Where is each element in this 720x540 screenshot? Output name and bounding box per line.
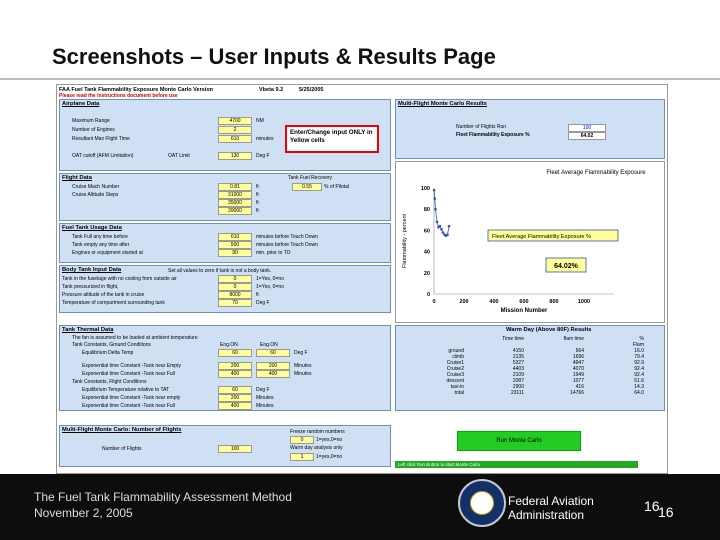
fleet-exposure-label: Fleet Flammability Exposure % xyxy=(456,132,530,138)
flight-eq-unit: Deg F xyxy=(256,387,270,393)
fuel-recovery-label: Tank Fuel Recovery xyxy=(288,175,333,181)
pct-cell: 92.9 xyxy=(634,360,644,366)
body-tank-title: Body Tank Input Data xyxy=(62,267,122,273)
y-tick-label: 80 xyxy=(423,207,430,214)
flight-panel xyxy=(59,173,391,221)
body-row-2-label: Pressure altitude of the tank in cruise xyxy=(62,292,145,298)
oat-unit: Deg F xyxy=(256,153,270,159)
engines-start-unit: min. prior to TO xyxy=(256,250,291,256)
fuel-recovery-unit: % of Pilotal xyxy=(324,184,350,190)
eq-delta-input-1[interactable]: 60 xyxy=(218,349,252,357)
series-point xyxy=(446,233,449,236)
series-point xyxy=(433,189,436,192)
flight-time-label: Resultant Max Flight Time xyxy=(72,136,130,142)
flight-eq-label: Equilibrium Temperature relative to TAT xyxy=(82,387,170,393)
phase-cell: taxi-in xyxy=(450,384,464,390)
time-cell: 2900 xyxy=(512,384,524,390)
ground-full-input-1[interactable]: 400 xyxy=(218,370,252,378)
pct-cell: 79.4 xyxy=(634,354,644,360)
pct-cell: 16.0 xyxy=(634,348,644,354)
legend-label: Fleet Average Flammability Exposure % xyxy=(492,234,592,240)
multiflight-panel xyxy=(59,425,391,467)
flam-cell: 664 xyxy=(575,348,584,354)
tank-full-unit: minutes before Touch Down xyxy=(256,234,318,240)
fuel-recovery-input[interactable]: 0.55 xyxy=(292,183,322,191)
body-row-0-input[interactable]: 0 xyxy=(218,275,252,283)
x-tick-label: 400 xyxy=(489,299,499,305)
ground-empty-unit: Minutes xyxy=(294,363,312,369)
altitude-label: Cruise Altitude Steps xyxy=(72,192,119,198)
thermal-panel xyxy=(59,325,391,411)
time-cell: 23111 xyxy=(510,390,524,396)
max-range-unit: NM xyxy=(256,118,264,124)
flight-empty-unit: Minutes xyxy=(256,395,274,401)
oat-label: OAT cutoff (AFM Limitation) xyxy=(72,153,134,159)
multiflight-title: Multi-Flight Monte Carlo: Number of Flights xyxy=(62,427,182,433)
flights-run-label: Number of Flights Run xyxy=(456,124,507,130)
org-line-2: Administration xyxy=(508,508,585,522)
tank-usage-panel xyxy=(59,223,391,263)
ground-full-unit: Minutes xyxy=(294,371,312,377)
ground-full-input-2[interactable]: 400 xyxy=(256,370,290,378)
engines-start-input[interactable]: 90 xyxy=(218,249,252,257)
ground-constants-label: Tank Constants, Ground Conditions xyxy=(72,342,151,348)
phase-cell: total xyxy=(454,390,464,396)
series-point xyxy=(436,221,439,224)
body-row-1-unit: 1=Yes, 0=no xyxy=(256,284,284,290)
warm-label: Warm day analysis only xyxy=(290,445,343,451)
footer-text xyxy=(34,489,292,521)
warm-day-title: Warm Day (Above 80F) Results xyxy=(506,327,592,333)
engines-input[interactable]: 2 xyxy=(218,126,252,134)
warm-day-panel xyxy=(395,325,665,411)
series-point xyxy=(439,225,442,228)
sheet-header: FAA Fuel Tank Flammability Exposure Monte Carlo Version Vbeta 9.2 5/25/2005 xyxy=(59,87,324,93)
org-name xyxy=(508,494,594,522)
freeze-input[interactable]: 0 xyxy=(290,436,314,444)
y-axis-label: Flammability - percent xyxy=(402,213,408,269)
footer-line-1: The Fuel Tank Flammability Assessment Method xyxy=(34,490,292,504)
flam-cell: 1077 xyxy=(572,378,584,384)
flights-input[interactable]: 100 xyxy=(218,445,252,453)
eq-delta-input-2[interactable]: 60 xyxy=(256,349,290,357)
tank-full-input[interactable]: 610 xyxy=(218,233,252,241)
body-row-2-unit: ft xyxy=(256,292,259,298)
altitude-unit-1: ft xyxy=(256,192,259,198)
flight-full-input[interactable]: 400 xyxy=(218,402,252,410)
altitude-input-2[interactable]: 35000 xyxy=(218,199,252,207)
sheet-date: 5/25/2005 xyxy=(299,87,324,93)
page-number: 16 xyxy=(644,498,660,514)
altitude-input-1[interactable]: 31000 xyxy=(218,191,252,199)
table-row xyxy=(406,390,646,396)
sheet-version: Vbeta 9.2 xyxy=(259,87,284,93)
flight-title: Flight Data xyxy=(62,175,92,181)
flammability-chart xyxy=(396,162,664,322)
x-tick-label: 800 xyxy=(549,299,559,305)
max-range-input[interactable]: 4700 xyxy=(218,117,252,125)
faa-seal-icon xyxy=(458,479,506,527)
chart-panel xyxy=(395,161,665,323)
pct-cell: 64.0 xyxy=(634,390,644,396)
series-point xyxy=(433,197,436,200)
phase-cell: climb xyxy=(452,354,464,360)
body-row-0-unit: 1=Yes, 0=no xyxy=(256,276,284,282)
y-tick-label: 100 xyxy=(420,186,430,192)
flight-empty-label: Exponential time Constant -Tank near empty xyxy=(82,395,181,401)
engines-label: Number of Engines xyxy=(72,127,115,133)
series-point xyxy=(434,208,437,211)
warm-input[interactable]: 1 xyxy=(290,453,314,461)
flights-label: Number of Flights xyxy=(102,446,142,452)
series-point xyxy=(448,225,451,228)
col-eng-on-1: Eng.ON xyxy=(220,342,238,348)
y-tick-label: 0 xyxy=(426,292,430,298)
airplane-title: Airplane Data xyxy=(62,101,100,107)
tank-empty-label: Tank empty any time after xyxy=(72,242,130,248)
time-cell: 4150 xyxy=(512,348,524,354)
page-number-shadow: 16 xyxy=(658,504,674,520)
ground-full-label: Exponential time Constant -Tank near Full xyxy=(82,371,175,377)
altitude-unit-3: ft xyxy=(256,208,259,214)
col-pct: % xyxy=(639,336,644,342)
series-point xyxy=(442,231,445,234)
y-tick-label: 40 xyxy=(423,249,430,256)
x-tick-label: 600 xyxy=(519,299,529,305)
footer-line-2: November 2, 2005 xyxy=(34,506,133,520)
flight-constants-label: Tank Constants, Flight Conditions xyxy=(72,379,147,385)
oat-input[interactable]: 130 xyxy=(218,152,252,160)
yellow-cells-note: Enter/Change input ONLY in Yellow cells xyxy=(285,125,379,153)
col-subheader: Flam xyxy=(632,342,644,348)
run-monte-carlo-button[interactable]: Run Monte Carlo xyxy=(457,431,581,451)
flam-cell: 416 xyxy=(575,384,584,390)
phase-cell: Cruise2 xyxy=(446,366,464,372)
sheet-instruction: Please read the instructions document before use xyxy=(59,93,178,99)
results-panel xyxy=(395,99,665,159)
eq-delta-unit: Deg F xyxy=(294,350,308,356)
title-rule xyxy=(0,78,720,80)
warm-day-table xyxy=(406,336,646,396)
engines-start-label: Engines or equipment started at xyxy=(72,250,143,256)
spreadsheet-screenshot xyxy=(56,84,668,474)
thermal-intro: The fan is assumed to be loaded at ambient temperature xyxy=(72,335,198,341)
y-tick-label: 60 xyxy=(423,228,430,235)
ground-empty-input-2[interactable]: 200 xyxy=(256,362,290,370)
max-range-label: Maximum Range xyxy=(72,118,110,124)
mach-input[interactable]: 0.81 xyxy=(218,183,252,191)
slide-footer xyxy=(0,474,720,540)
x-tick-label: 200 xyxy=(459,299,469,305)
flam-cell: 1949 xyxy=(572,372,584,378)
body-row-3-unit: Deg F xyxy=(256,300,270,306)
flight-full-label: Exponential time Constant -Tank near Full xyxy=(82,403,175,409)
freeze-label: Freeze random numbers xyxy=(290,429,345,435)
body-tank-panel xyxy=(59,265,391,313)
mach-label: Cruise Mach Number xyxy=(72,184,120,190)
col-eng-on-2: Eng.ON xyxy=(260,342,278,348)
flight-time-input[interactable]: 610 xyxy=(218,135,252,143)
thermal-title: Tank Thermal Data xyxy=(62,327,114,333)
ground-empty-label: Exponential time Constant -Tank near Empty xyxy=(82,363,181,369)
col-time: Time time xyxy=(502,336,524,342)
phase-cell: Cruise1 xyxy=(446,360,464,366)
tank-empty-input[interactable]: 500 xyxy=(218,241,252,249)
flight-eq-input[interactable]: 60 xyxy=(218,386,252,394)
eq-delta-label: Equilibrium Delta Temp xyxy=(82,350,134,356)
ground-empty-input-1[interactable]: 200 xyxy=(218,362,252,370)
col-flam: flam time xyxy=(563,336,584,342)
time-cell: 5327 xyxy=(512,360,524,366)
run-instruction-bar: Left click Run Button to start Monte Carlo xyxy=(395,461,638,468)
pct-cell: 92.4 xyxy=(634,372,644,378)
x-tick-label: 0 xyxy=(432,299,436,305)
body-row-2-input[interactable]: 8000 xyxy=(218,291,252,299)
fleet-exposure-value: 64.02 xyxy=(568,132,606,140)
tank-full-label: Tank Full any time before xyxy=(72,234,128,240)
body-tank-note: Set all values to zero if tank is not a body tank. xyxy=(168,268,272,274)
pct-cell: 92.4 xyxy=(634,366,644,372)
chart-title: Fleet Average Flammability Exposure xyxy=(546,170,646,176)
flight-full-unit: Minutes xyxy=(256,403,274,409)
body-row-3-input[interactable]: 70 xyxy=(218,299,252,307)
annotation-label: 64.02% xyxy=(554,263,578,270)
time-cell: 2087 xyxy=(512,378,524,384)
tank-empty-unit: minutes before Touch Down xyxy=(256,242,318,248)
altitude-input-3[interactable]: 39000 xyxy=(218,207,252,215)
altitude-unit-2: ft xyxy=(256,200,259,206)
x-tick-label: 1000 xyxy=(577,299,591,305)
phase-cell: Cruise3 xyxy=(446,372,464,378)
time-cell: 2135 xyxy=(512,354,524,360)
phase-cell: descent xyxy=(446,378,464,384)
flam-cell: 1696 xyxy=(572,354,584,360)
flam-cell: 14766 xyxy=(570,390,584,396)
oat-limit-label: OAT Limit xyxy=(168,153,190,159)
freeze-unit: 1=yes,0=no xyxy=(316,437,343,443)
flight-time-unit: minutes xyxy=(256,136,274,142)
warm-unit: 1=yes,0=no xyxy=(316,454,343,460)
flam-cell: 4070 xyxy=(572,366,584,372)
flights-run-value: 100 xyxy=(568,124,606,132)
series-point xyxy=(440,228,443,231)
y-tick-label: 20 xyxy=(423,270,430,277)
flight-empty-input[interactable]: 200 xyxy=(218,394,252,402)
slide-title: Screenshots – User Inputs & Results Page xyxy=(52,44,496,69)
x-axis-label: Mission Number xyxy=(500,308,548,314)
body-row-1-input[interactable]: 0 xyxy=(218,283,252,291)
body-row-0-label: Tank in the fuselage with no cooling from outside air xyxy=(62,276,177,282)
org-line-1: Federal Aviation xyxy=(508,494,594,508)
time-cell: 2109 xyxy=(512,372,524,378)
body-row-3-label: Temperature of compartment surrounding tank xyxy=(62,300,165,306)
mach-unit: ft xyxy=(256,184,259,190)
pct-cell: 51.6 xyxy=(634,378,644,384)
body-row-1-label: Tank pressurized in flight, xyxy=(62,284,119,290)
tank-usage-title: Fuel Tank Usage Data xyxy=(62,225,122,231)
phase-cell: ground xyxy=(448,348,464,354)
results-title: Multi-Flight Monte Carlo Results xyxy=(398,101,487,107)
time-cell: 4403 xyxy=(512,366,524,372)
flam-cell: 4947 xyxy=(572,360,584,366)
pct-cell: 14.3 xyxy=(634,384,644,390)
